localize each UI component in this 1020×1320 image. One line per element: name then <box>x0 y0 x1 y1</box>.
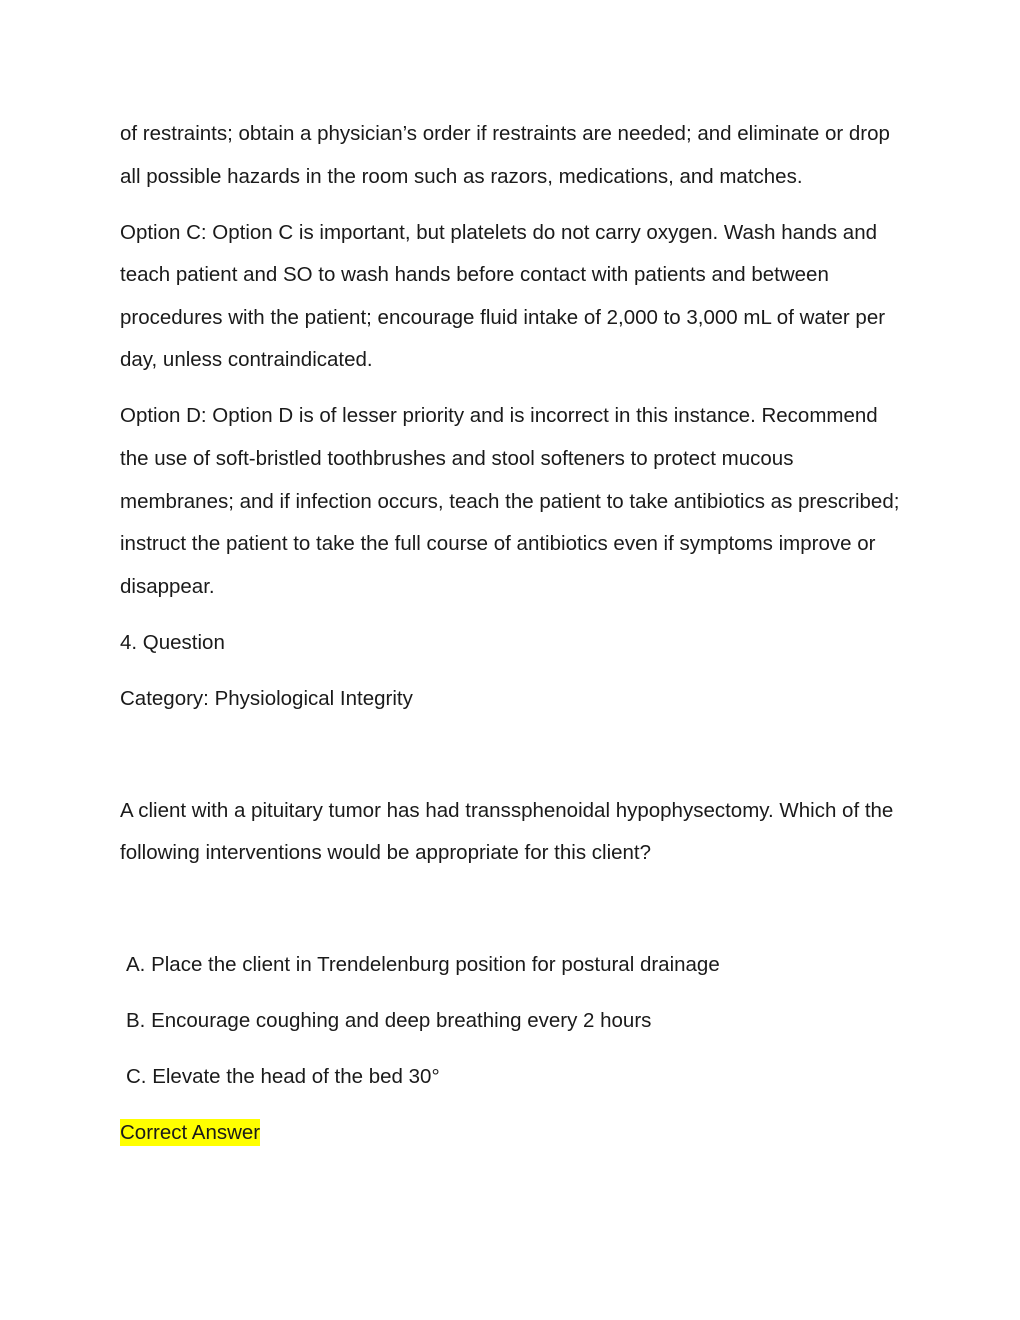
blank-line <box>120 888 910 944</box>
answer-option-b: B. Encourage coughing and deep breathing every 2 hours <box>126 1009 652 1033</box>
blank-line <box>120 734 910 790</box>
question-number: 4. Question <box>120 630 225 654</box>
question-category: Category: Physiological Integrity <box>120 686 413 710</box>
continuation-paragraph: of restraints; obtain a physician’s order if restraints are needed; and eliminate or drop all possible hazards in the room such as razors, medications, and matches. <box>120 122 890 188</box>
question-text: A client with a pituitary tumor has had transsphenoidal hypophysectomy. Which of the following interventions would be appropriate for this client? <box>120 798 894 865</box>
answer-option-c: C. Elevate the head of the bed 30° <box>126 1065 440 1089</box>
option-c-explanation: Option C: Option C is important, but platelets do not carry oxygen. Wash hands and teach patient and SO to wash hands before contact with patients and between procedures with the patient; encourage fluid intake of 2,000 to 3,000 mL of water per day, unless contraindicated. <box>120 220 886 372</box>
answer-option-a: A. Place the client in Trendelenburg position for postural drainage <box>126 953 720 977</box>
correct-answer-line <box>120 1112 910 1155</box>
option-d-explanation: Option D: Option D is of lesser priority and is incorrect in this instance. Recommend the use of soft-bristled toothbrushes and stool softeners to protect mucous membranes; and if infection occurs, teach the patient to take antibiotics as prescribed; instruct the patient to take the full course of antibiotics even if symptoms improve or disappear. <box>120 404 900 598</box>
document-page <box>120 113 910 1168</box>
correct-answer-label: Correct Answer <box>120 1121 261 1145</box>
